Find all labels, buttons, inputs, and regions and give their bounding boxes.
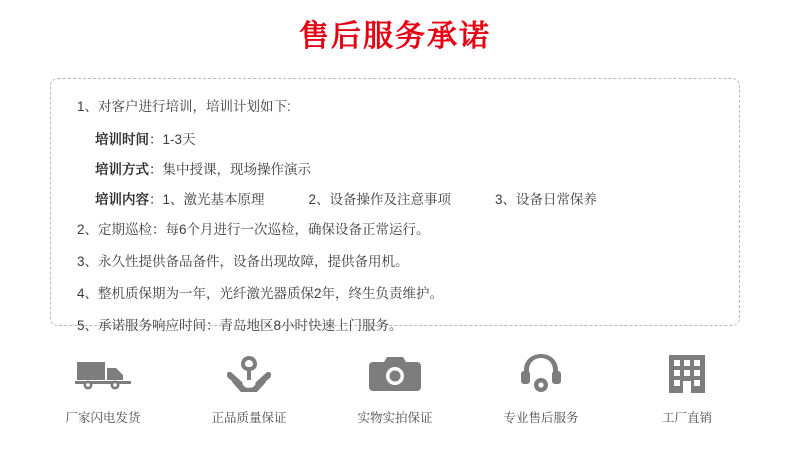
truck-icon — [51, 350, 155, 398]
feature-label: 厂家闪电发货 — [65, 411, 141, 425]
camera-icon — [343, 350, 447, 398]
promise-line-inspection — [77, 222, 713, 238]
promise-line-warranty — [77, 286, 713, 302]
promise-line-training-time — [95, 132, 713, 148]
feature-item-real-photo — [343, 350, 447, 426]
hands-sprout-icon — [197, 350, 301, 398]
factory-icon — [635, 350, 739, 398]
promise-text: 4、整机质保期为一年，光纤激光器质保2年，终生负责维护。 — [77, 286, 444, 301]
training-content-item-1: 1、激光基本原理 — [162, 192, 265, 207]
training-method-label: 培训方式 — [95, 162, 149, 177]
headset-icon — [489, 350, 593, 398]
feature-item-factory — [635, 350, 739, 426]
feature-label: 正品质量保证 — [211, 411, 287, 425]
training-content-colon: ： — [149, 192, 163, 207]
feature-list — [0, 350, 790, 426]
promise-line-response-time — [77, 318, 713, 334]
promise-text: 5、承诺服务响应时间：青岛地区8小时快速上门服务。 — [77, 318, 403, 333]
training-content-item-3: 3、设备日常保养 — [495, 192, 598, 207]
promise-line-training-content — [95, 192, 713, 208]
training-content-item-2: 2、设备操作及注意事项 — [308, 192, 452, 207]
training-method-value: ：集中授课，现场操作演示 — [149, 162, 311, 177]
feature-item-quality — [197, 350, 301, 426]
promise-text: 2、定期巡检：每6个月进行一次巡检，确保设备正常运行。 — [77, 222, 430, 237]
page-title: 售后服务承诺 — [299, 20, 491, 53]
feature-label: 实物实拍保证 — [357, 411, 433, 425]
promise-box — [50, 78, 740, 333]
promise-line-training-method — [95, 162, 713, 178]
feature-item-service — [489, 350, 593, 426]
feature-item-shipping — [51, 350, 155, 426]
promise-line-spare-parts — [77, 254, 713, 270]
feature-label: 工厂直销 — [661, 411, 712, 425]
training-time-value: ：1-3天 — [149, 132, 196, 147]
feature-label: 专业售后服务 — [503, 411, 579, 425]
promise-text: 3、永久性提供备品备件，设备出现故障，提供备用机。 — [77, 254, 409, 269]
promise-text: 1、对客户进行培训，培训计划如下: — [77, 99, 291, 114]
training-content-label: 培训内容 — [95, 192, 149, 207]
training-time-label: 培训时间 — [95, 132, 149, 147]
promise-line-training-intro — [77, 99, 713, 115]
